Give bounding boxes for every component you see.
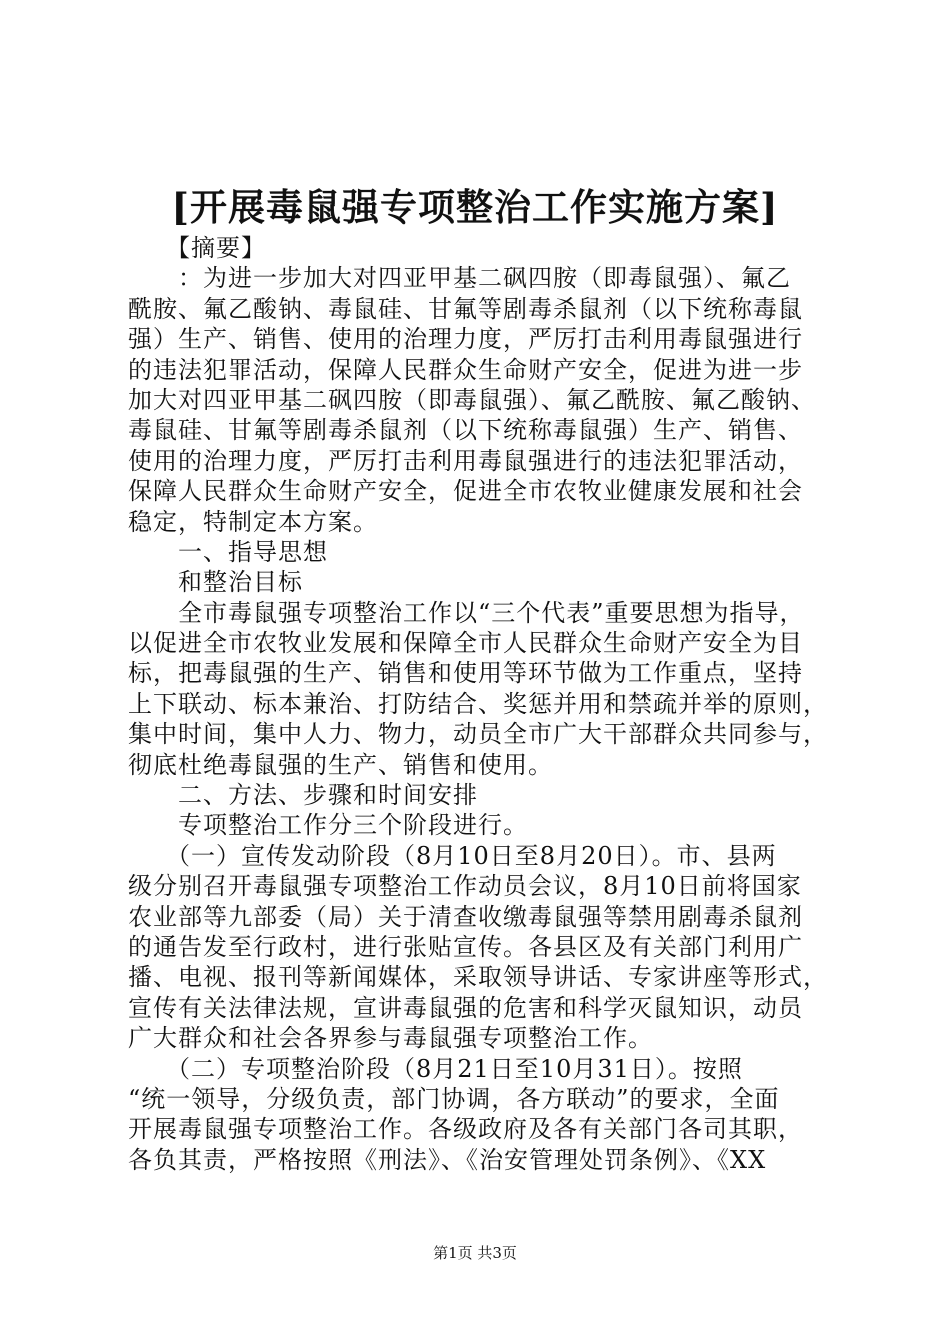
text-line: 农业部等九部委（局）关于清查收缴毒鼠强等禁用剧毒杀鼠剂 xyxy=(128,902,803,931)
text-line: 一、指导思想 xyxy=(128,537,328,566)
document-body xyxy=(128,233,834,1175)
text-line: 级分别召开毒鼠强专项整治工作动员会议，8月10日前将国家 xyxy=(128,872,802,901)
text-line: 和整治目标 xyxy=(128,568,303,597)
text-line: 使用的治理力度，严厉打击利用毒鼠强进行的违法犯罪活动， xyxy=(128,446,803,475)
text-line: 播、电视、报刊等新闻媒体，采取领导讲话、专家讲座等形式， xyxy=(128,963,828,992)
text-line: 【摘要】 xyxy=(128,234,266,262)
page-footer: 第1页 共3页 xyxy=(433,1244,517,1262)
text-line: （二）专项整治阶段（8月21日至10月31日）。按照 xyxy=(128,1054,743,1083)
text-line: 集中时间，集中人力、物力，动员全市广大干部群众共同参与， xyxy=(128,720,828,749)
text-line: 保障人民群众生命财产安全，促进全市农牧业健康发展和社会 xyxy=(128,477,803,506)
text-line: 强）生产、销售、使用的治理力度，严厉打击利用毒鼠强进行 xyxy=(128,325,803,354)
text-line: 专项整治工作分三个阶段进行。 xyxy=(128,811,528,840)
text-line: 开展毒鼠强专项整治工作。各级政府及各有关部门各司其职， xyxy=(128,1115,803,1144)
text-line: 上下联动、标本兼治、打防结合、奖惩并用和禁疏并举的原则， xyxy=(128,689,828,718)
text-line: 全市毒鼠强专项整治工作以“三个代表”重要思想为指导， xyxy=(128,598,805,627)
text-line: 广大群众和社会各界参与毒鼠强专项整治工作。 xyxy=(128,1024,653,1053)
text-line: 酰胺、氟乙酸钠、毒鼠硅、甘氟等剧毒杀鼠剂（以下统称毒鼠 xyxy=(128,294,803,323)
text-line: 的通告发至行政村，进行张贴宣传。各县区及有关部门利用广 xyxy=(128,932,803,961)
text-line: 的违法犯罪活动，保障人民群众生命财产安全，促进为进一步 xyxy=(128,355,803,384)
text-line: 稳定，特制定本方案。 xyxy=(128,507,378,536)
text-line: ：为进一步加大对四亚甲基二砜四胺（即毒鼠强）、氟乙 xyxy=(128,264,791,293)
document-title: [开展毒鼠强专项整治工作实施方案] xyxy=(171,185,779,229)
text-line: 宣传有关法律法规，宣讲毒鼠强的危害和科学灭鼠知识，动员 xyxy=(128,993,803,1022)
text-line: “统一领导，分级负责，部门协调，各方联动”的要求，全面 xyxy=(128,1084,780,1113)
text-line: 彻底杜绝毒鼠强的生产、销售和使用。 xyxy=(128,750,553,779)
text-line: 加大对四亚甲基二砜四胺（即毒鼠强）、氟乙酰胺、氟乙酸钠、 xyxy=(128,385,816,414)
text-line: 二、方法、步骤和时间安排 xyxy=(128,781,478,810)
text-line: 标，把毒鼠强的生产、销售和使用等环节做为工作重点，坚持 xyxy=(128,659,803,688)
text-line: 以促进全市农牧业发展和保障全市人民群众生命财产安全为目 xyxy=(128,629,803,658)
text-line: 毒鼠硅、甘氟等剧毒杀鼠剂（以下统称毒鼠强）生产、销售、 xyxy=(128,416,803,445)
text-line: 各负其责，严格按照《刑法》、《治安管理处罚条例》、《XX xyxy=(128,1145,767,1174)
text-line: （一）宣传发动阶段（8月10日至8月20日）。市、县两 xyxy=(128,841,777,870)
